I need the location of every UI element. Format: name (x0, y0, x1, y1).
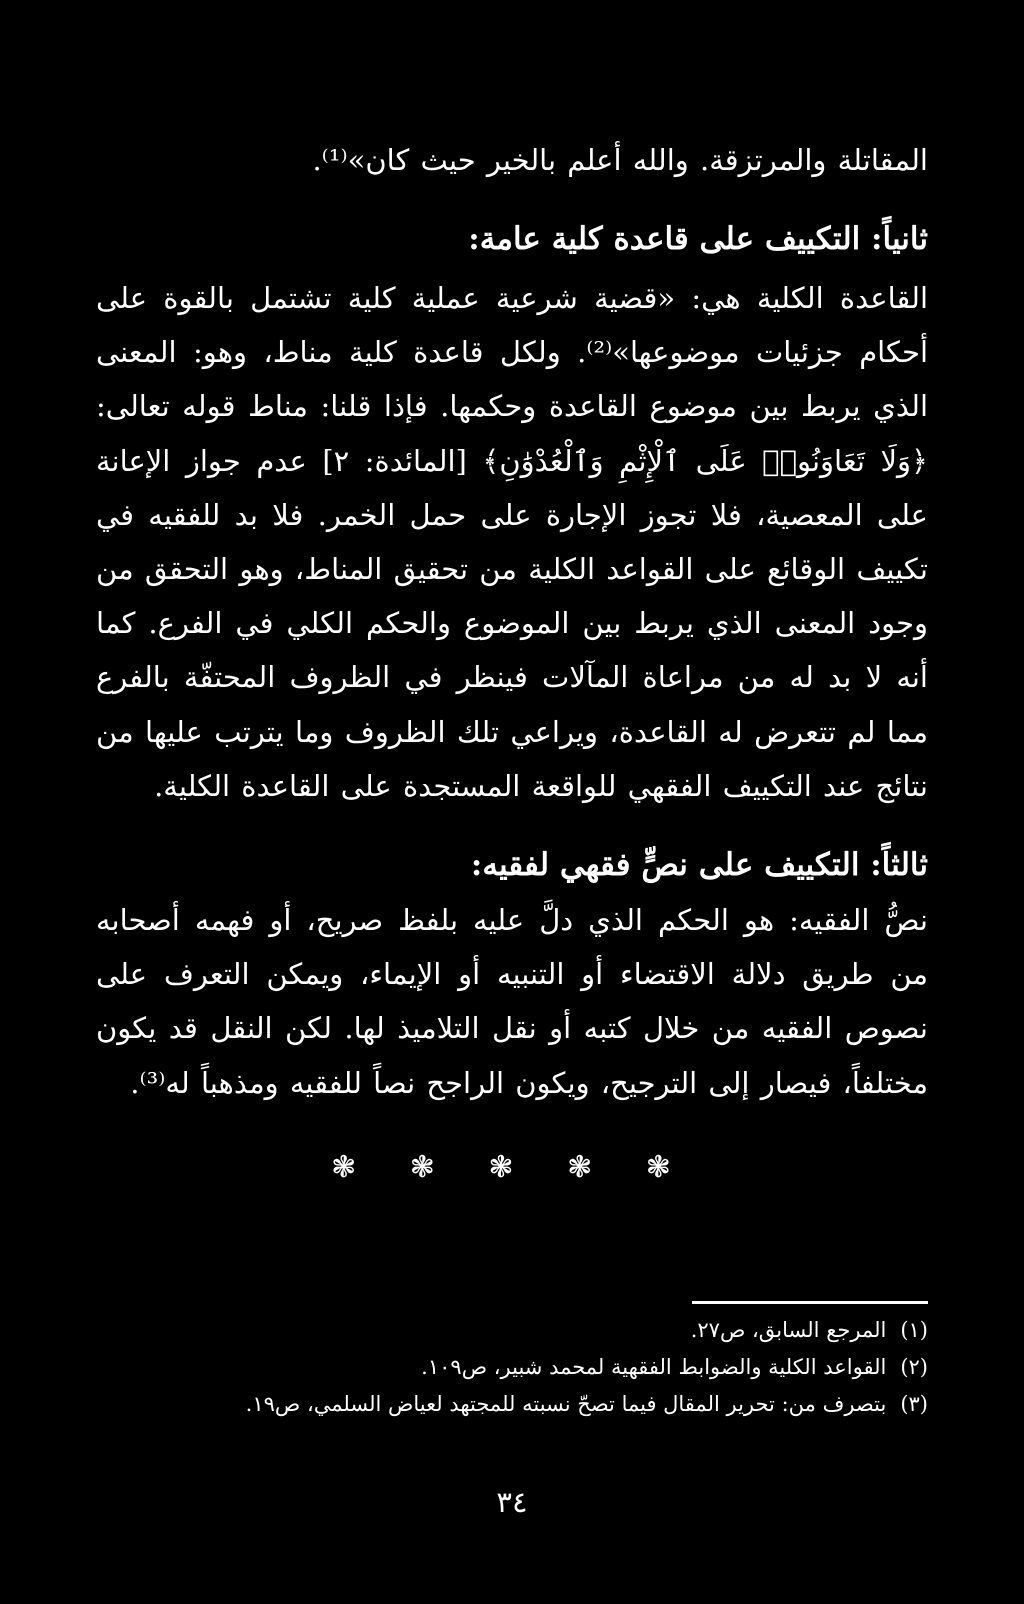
footnotes (96, 1312, 928, 1423)
section-divider-stars: ❃ ❃ ❃ ❃ ❃ (331, 1150, 693, 1185)
page-number: ٣٤ (496, 1485, 528, 1519)
section-heading-second: ثانياً: التكييف على قاعدة كلية عامة: (468, 221, 928, 257)
paragraph-jurist-text: نصُّ الفقيه: هو الحكم الذي دلَّ عليه بلفظ صريح، أو فهمه أصحابه من طريق دلالة الاقتضاء أو التنبيه أو الإيماء، ويمكن التعرف على نصوص الفقيه من خلال كتبه أو نقل التلاميذ لها. لكن النقل قد يكون مختلفاً، فيصار إلى الترجيح، ويكون الراجح نصاً للفقيه ومذهباً له⁽³⁾. (96, 903, 928, 1100)
footnote-separator-line (692, 1301, 928, 1304)
footnote-item (96, 1349, 928, 1386)
section-heading-third: ثالثاً: التكييف على نصٍّ فقهي لفقيه: (470, 847, 928, 883)
paragraph-general-rule: القاعدة الكلية هي: «قضية شرعية عملية كلية تشتمل بالقوة على أحكام جزئيات موضوعها»⁽²⁾. ولكل قاعدة كلية مناط، وهو: المعنى الذي يربط بين موضوع القاعدة وحكمها. فإذا قلنا: مناط قوله تعالى: ﴿وَلَا تَعَاوَنُوا۟ عَلَى ٱلْإِثْمِ وَٱلْعُدْوَٰنِ﴾ [المائدة: ٢] عدم جواز الإعانة على المعصية، فلا تجوز الإجارة على حمل الخمر. فلا بد للفقيه في تكييف الوقائع على القواعد الكلية من تحقيق المناط، وهو التحقق من وجود المعنى الذي يربط بين الموضوع والحكم الكلي في الفرع. كما أنه لا بد له من مراعاة المآلات فينظر في الظروف المحتفّة بالفرع مما لم تتعرض له القاعدة، ويراعي تلك الظروف وما يترتب عليها من نتائج عند التكييف الفقهي للواقعة المستجدة على القاعدة الكلية. (96, 281, 929, 803)
footnote-item (96, 1386, 928, 1423)
footnote-text: بتصرف من: تحرير المقال فيما تصحّ نسبته للمجتهد لعياض السلمي، ص١٩. (245, 1392, 887, 1416)
footnote-number: (١) (900, 1318, 928, 1342)
footnote-number: (٣) (900, 1392, 928, 1416)
footnote-item (96, 1312, 928, 1349)
footnote-text: المرجع السابق، ص٢٧. (690, 1318, 887, 1342)
footnote-text: القواعد الكلية والضوابط الفقهية لمحمد شبير، ص١٠٩. (421, 1355, 887, 1379)
footnote-number: (٢) (900, 1355, 928, 1379)
paragraph-continuation: المقاتلة والمرتزقة. والله أعلم بالخير حيث كان»⁽¹⁾. (312, 143, 928, 177)
